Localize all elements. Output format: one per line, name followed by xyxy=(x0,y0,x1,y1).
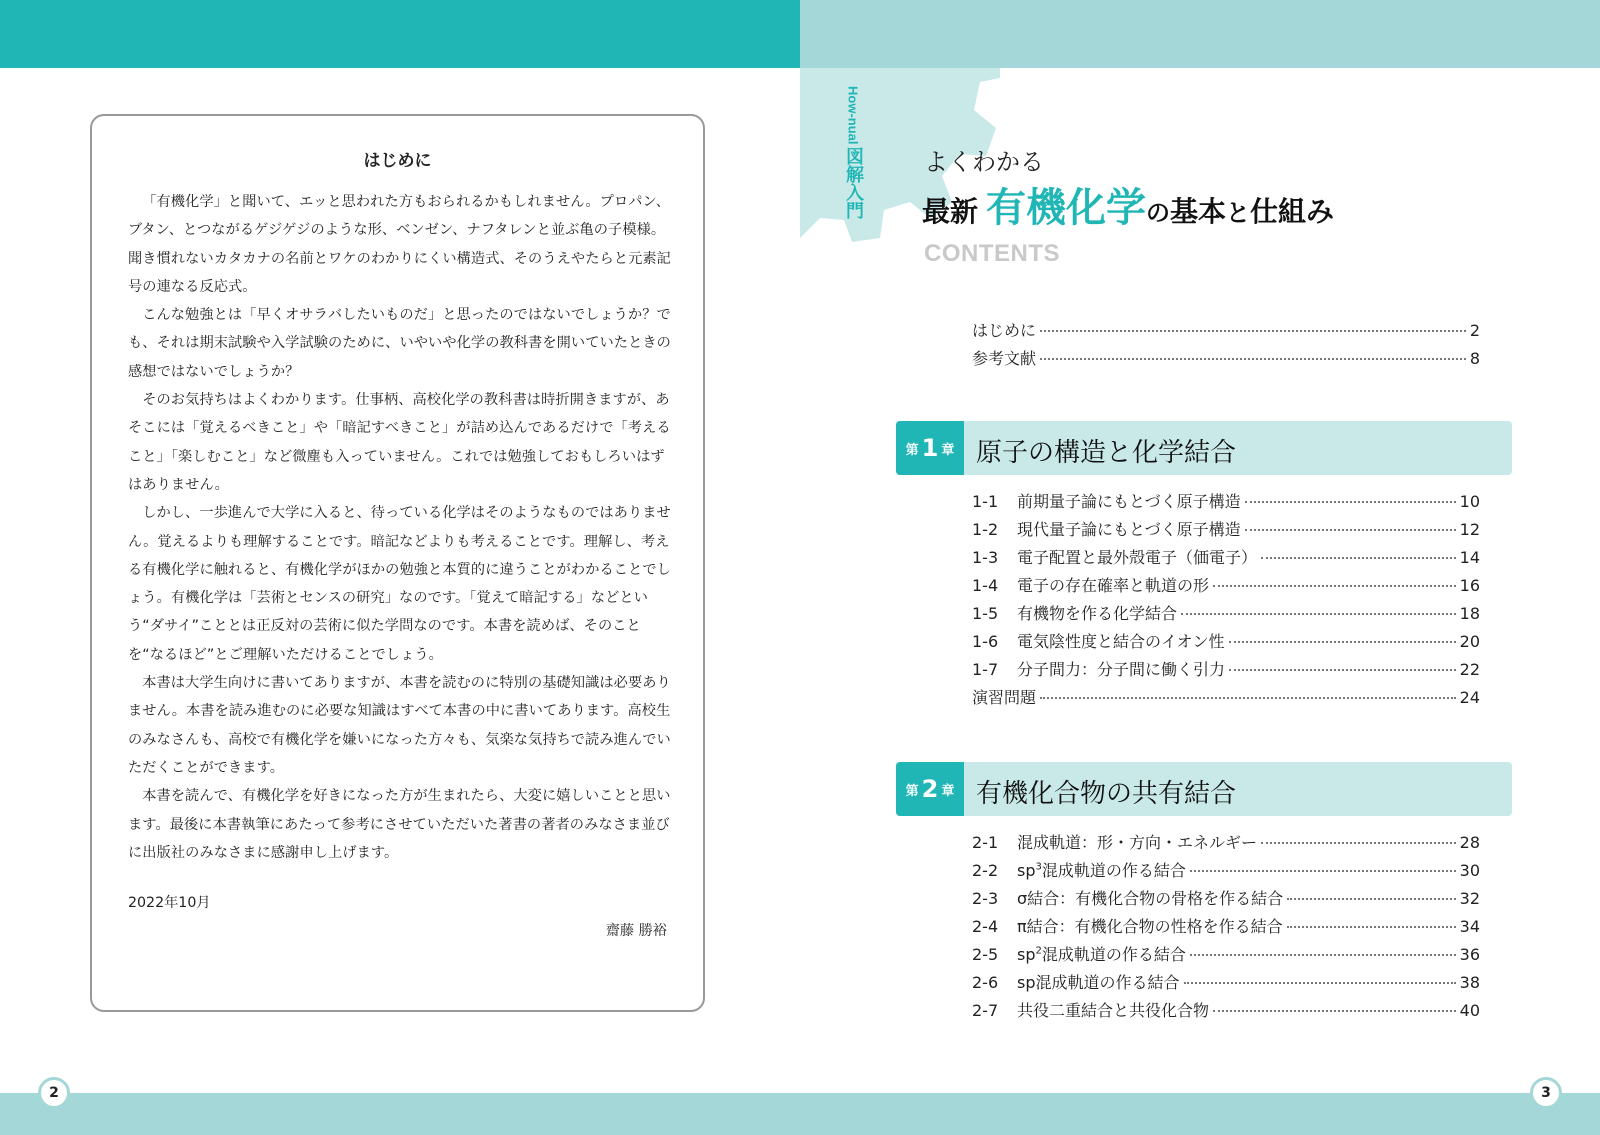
preface-date: 2022年10月 xyxy=(128,895,211,911)
toc-entry xyxy=(972,346,1480,370)
toc-page: 14 xyxy=(1459,548,1480,567)
toc-entry xyxy=(972,573,1480,597)
chapter-badge xyxy=(896,421,964,475)
toc-label xyxy=(1017,942,1186,965)
toc-entry xyxy=(972,489,1480,513)
toc-num: 2-3 xyxy=(972,889,999,908)
title-part: 基本 xyxy=(1170,195,1227,228)
toc-page: 36 xyxy=(1459,945,1480,964)
toc-label: 電子配置と最外殻電子（価電子） xyxy=(1017,548,1258,567)
toc-leader xyxy=(1245,529,1456,531)
preface-author: 齋藤 勝裕 xyxy=(605,923,667,939)
toc-leader xyxy=(1245,501,1456,503)
toc-page: 24 xyxy=(1459,688,1480,707)
toc-num: 1-6 xyxy=(972,632,999,651)
preface-title: はじめに xyxy=(363,151,432,171)
toc-num: 2-2 xyxy=(972,861,999,880)
chapter-title: 有機化合物の共有結合 xyxy=(976,779,1237,809)
toc-leader xyxy=(1229,669,1456,671)
toc-num: 2-6 xyxy=(972,973,999,992)
toc-label: σ結合：有機化合物の骨格を作る結合 xyxy=(1017,889,1284,908)
preface-paragraph: 「有機化学」と聞いて、エッと思われた方もおられるかもしれません。プロパン、ブタン、とつながるゲジゲジのような形、ベンゼン、ナフタレンと並ぶ亀の子模様。聞き慣れないカタカナの名前とワケのわかりにくい構造式、そのうえやたらと元素記号の連なる反応式。 xyxy=(128,194,671,295)
series-label xyxy=(838,86,868,219)
toc-label: sp混成軌道の作る結合 xyxy=(1017,973,1180,992)
chapter-number: 1 xyxy=(921,434,939,462)
chapter-title: 原子の構造と化学結合 xyxy=(976,438,1237,468)
toc-leader xyxy=(1190,870,1456,872)
toc-entry xyxy=(972,517,1480,541)
toc-label: π結合：有機化合物の性格を作る結合 xyxy=(1017,917,1283,936)
toc-leader xyxy=(1229,641,1456,643)
toc-leader xyxy=(1213,1010,1456,1012)
toc-label xyxy=(1017,858,1186,881)
toc-label-superscript: 2 xyxy=(1035,945,1042,957)
toc-label: 分子間力：分子間に働く引力 xyxy=(1017,660,1226,679)
chapter-header xyxy=(896,762,1512,816)
toc-entry xyxy=(972,629,1480,653)
top-band-right xyxy=(800,0,1600,68)
toc-label-part: 混成軌道の作る結合 xyxy=(1041,945,1186,964)
toc-label: はじめに xyxy=(972,321,1037,340)
toc-leader xyxy=(1190,954,1456,956)
series-japanese: 図解入門 xyxy=(843,146,864,219)
page-number-left: 2 xyxy=(38,1077,70,1109)
toc-page: 38 xyxy=(1459,973,1480,992)
toc-page: 10 xyxy=(1459,492,1480,511)
toc-page: 22 xyxy=(1459,660,1480,679)
toc-label: 現代量子論にもとづく原子構造 xyxy=(1017,520,1241,539)
toc-leader xyxy=(1040,697,1456,699)
book-subtitle: よくわかる xyxy=(924,148,1044,176)
toc-leader xyxy=(1213,585,1456,587)
toc-num: 1-7 xyxy=(972,660,999,679)
series-english: How-nual xyxy=(845,86,861,145)
toc-label-part: sp xyxy=(1017,945,1036,964)
chapter-prefix: 第 xyxy=(905,442,919,458)
toc-num: 1-3 xyxy=(972,548,999,567)
chapter-badge xyxy=(896,762,964,816)
toc-entry xyxy=(972,685,1480,709)
toc-entry xyxy=(972,886,1480,910)
toc-label: 有機物を作る化学結合 xyxy=(1017,604,1178,623)
chapter-prefix: 第 xyxy=(905,783,919,799)
preface-paragraph: そのお気持ちはよくわかります。仕事柄、高校化学の教科書は時折開きますが、あそこには「覚えるべきこと」や「暗記すべきこと」が詰め込んであるだけで「考えること」「楽しむこと」など微塵も入っていません。これでは勉強しておもしろいはずはありません。 xyxy=(128,392,671,493)
preface-paragraph: しかし、一歩進んで大学に入ると、待っている化学はそのようなものではありません。覚えるよりも理解することです。暗記などよりも考えることです。理解し、考える有機化学に触れると、有機化学がほかの勉強と本質的に違うことがわかることでしょう。有機化学は「芸術とセンスの研究」なのです。「覚えて暗記する」などという“ダサイ”こととは正反対の芸術に似た学問なのです。本書を読めば、そのことを“なるほど”とご理解いただけることでしょう。 xyxy=(128,505,671,663)
preface-body xyxy=(128,188,673,867)
toc-entry xyxy=(972,858,1480,882)
bottom-band xyxy=(0,1093,1600,1135)
toc-entry xyxy=(972,914,1480,938)
toc-entry xyxy=(972,942,1480,966)
toc-leader xyxy=(1287,926,1456,928)
toc-leader xyxy=(1184,982,1456,984)
chapter-suffix: 章 xyxy=(941,442,955,458)
toc-num: 1-1 xyxy=(972,492,999,511)
title-part: 最新 xyxy=(922,195,979,228)
toc-entry xyxy=(972,998,1480,1022)
toc-page: 2 xyxy=(1469,321,1480,340)
toc-label: 演習問題 xyxy=(972,688,1037,707)
toc-page: 30 xyxy=(1459,861,1480,880)
toc-label: 電子の存在確率と軌道の形 xyxy=(1017,576,1210,595)
toc-page: 20 xyxy=(1459,632,1480,651)
toc-num: 2-4 xyxy=(972,917,999,936)
toc-num: 1-4 xyxy=(972,576,999,595)
toc-page: 40 xyxy=(1459,1001,1480,1020)
toc-label: 参考文献 xyxy=(972,349,1037,368)
toc-entry xyxy=(972,830,1480,854)
toc-num: 2-5 xyxy=(972,945,999,964)
toc-label: 前期量子論にもとづく原子構造 xyxy=(1017,492,1241,511)
toc-page: 32 xyxy=(1459,889,1480,908)
preface-paragraph: こんな勉強とは「早くオサラバしたいものだ」と思ったのではないでしょうか？でも、それは期末試験や入学試験のために、いやいや化学の教科書を開いていたときの感想ではないでしょうか？ xyxy=(128,307,671,380)
toc-label: 混成軌道：形・方向・エネルギー xyxy=(1017,833,1258,852)
toc-entry xyxy=(972,318,1480,342)
toc-label: 電気陰性度と結合のイオン性 xyxy=(1017,632,1225,651)
chapter-suffix: 章 xyxy=(941,783,955,799)
toc-page: 18 xyxy=(1459,604,1480,623)
top-band-left xyxy=(0,0,800,68)
toc-num: 1-2 xyxy=(972,520,999,539)
chapter-header xyxy=(896,421,1512,475)
toc-entry xyxy=(972,970,1480,994)
preface-paragraph: 本書は大学生向けに書いてありますが、本書を読むのに特別の基礎知識は必要ありません。本書を読み進むのに必要な知識はすべて本書の中に書いてあります。高校生のみなさんも、高校で有機化学を嫌いになった方々も、気楽な気持ちで読み進んでいただくことができます。 xyxy=(128,675,671,776)
toc-entry xyxy=(972,657,1480,681)
toc-leader xyxy=(1261,557,1456,559)
page-number-right: 3 xyxy=(1530,1077,1562,1109)
contents-heading: CONTENTS xyxy=(924,240,1060,267)
title-part: の xyxy=(1146,199,1171,227)
preface-paragraph: 本書を読んで、有機化学を好きになった方が生まれたら、大変に嬉しいことと思います。最後に本書執筆にあたって参考にさせていただいた著書の著者のみなさま並びに出版社のみなさまに感謝申し上げます。 xyxy=(128,788,671,861)
toc-leader xyxy=(1181,613,1456,615)
preface-box xyxy=(90,114,705,1012)
toc-label-superscript: 3 xyxy=(1035,861,1042,873)
toc-label-part: 混成軌道の作る結合 xyxy=(1041,861,1186,880)
toc-page: 16 xyxy=(1459,576,1480,595)
toc-leader xyxy=(1040,358,1466,360)
toc-page: 28 xyxy=(1459,833,1480,852)
toc-page: 8 xyxy=(1469,349,1480,368)
toc-num: 2-7 xyxy=(972,1001,999,1020)
toc-entry xyxy=(972,601,1480,625)
toc-label: 共役二重結合と共役化合物 xyxy=(1017,1001,1210,1020)
toc-num: 2-1 xyxy=(972,833,999,852)
toc-leader xyxy=(1261,842,1456,844)
title-part: と xyxy=(1226,199,1251,227)
chapter-number: 2 xyxy=(921,775,939,803)
toc-page: 12 xyxy=(1459,520,1480,539)
toc-label-part: sp xyxy=(1017,861,1036,880)
title-highlight: 有機化学 xyxy=(986,185,1147,231)
toc-leader xyxy=(1287,898,1455,900)
toc-leader xyxy=(1040,330,1466,332)
title-part: 仕組み xyxy=(1250,195,1335,228)
toc-num: 1-5 xyxy=(972,604,999,623)
toc-entry xyxy=(972,545,1480,569)
toc-page: 34 xyxy=(1459,917,1480,936)
book-title xyxy=(922,176,1334,233)
